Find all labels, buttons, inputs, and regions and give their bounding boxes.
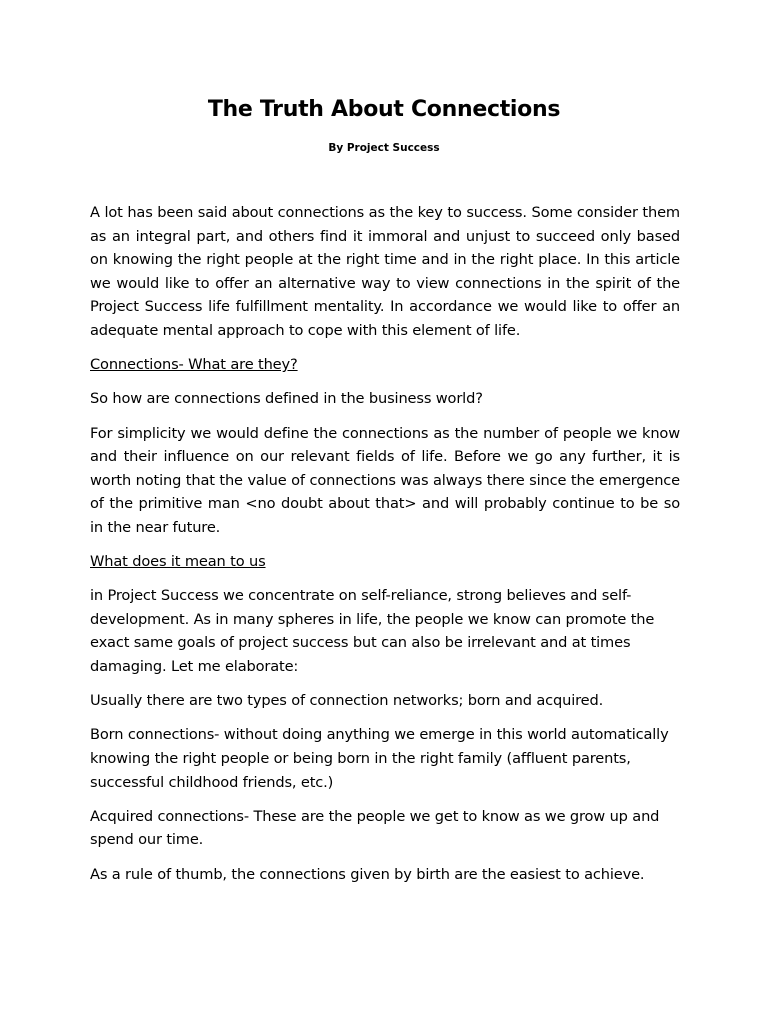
paragraph-question: So how are connections defined in the business world? bbox=[90, 390, 483, 408]
document-title: The Truth About Connections bbox=[207, 97, 561, 122]
paragraph-definition: For simplicity we would define the connections as the number of people we know and their influence on our relevant fields of life. Before we go any further, it is worth noting that the value of connections was always there since the emergence of the primitive man <no doubt about that> and will probably continue to be so in the near future. bbox=[90, 424, 680, 536]
paragraph-acquired-connections: Acquired connections- These are the people we get to know as we grow up and spend our time. bbox=[90, 807, 660, 849]
paragraph-self-reliance: in Project Success we concentrate on self-reliance, strong believes and self-development. As in many spheres in life, the people we know can promote the exact same goals of project success but can also be irrelevant and at times damaging. Let me elaborate: bbox=[90, 587, 655, 676]
document-byline: By Project Success bbox=[328, 142, 440, 154]
section-heading-connections bbox=[90, 353, 680, 377]
paragraph-rule-of-thumb: As a rule of thumb, the connections given by birth are the easiest to achieve. bbox=[90, 865, 645, 883]
paragraph-born-connections: Born connections- without doing anything we emerge in this world automatically knowing the right people or being born in the right family (affluent parents, successful childhood friends, etc.) bbox=[90, 726, 669, 791]
document-body bbox=[90, 201, 680, 897]
paragraph-types: Usually there are two types of connection networks; born and acquired. bbox=[90, 692, 604, 710]
section-heading-text: Connections- What are they? bbox=[90, 356, 298, 374]
intro-paragraph: A lot has been said about connections as the key to success. Some consider them as an integral part, and others find it immoral and unjust to succeed only based on knowing the right people at the right time and in the right place. In this article we would like to offer an alternative way to view connections in the spirit of the Project Success life fulfillment mentality. In accordance we would like to offer an adequate mental approach to cope with this element of life. bbox=[90, 204, 680, 339]
section-heading-meaning bbox=[90, 550, 680, 574]
section-heading-text: What does it mean to us bbox=[90, 553, 266, 571]
